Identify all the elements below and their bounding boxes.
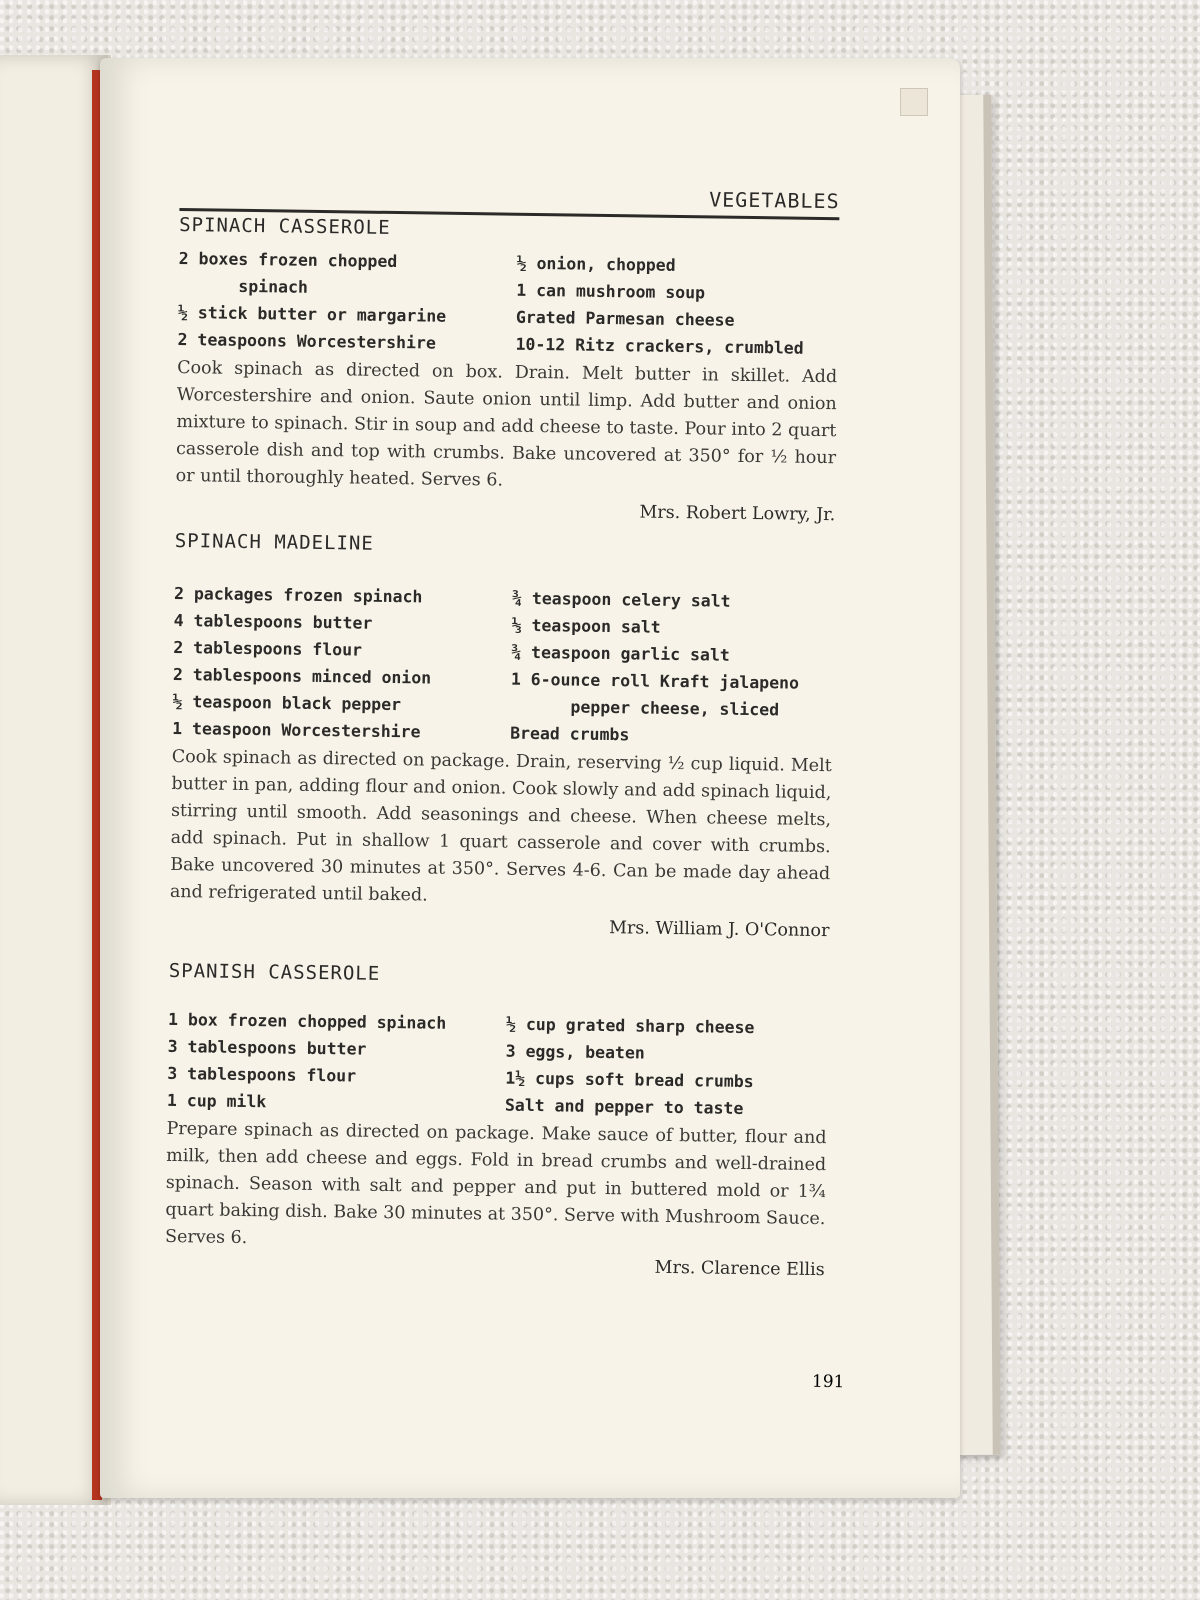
recipe-instructions: Cook spinach as directed on package. Drain, reserving ½ cup liquid. Melt butter in pan, adding flour and onion. Cook slowly and add spinach liquid, stirring until smooth. Add seasonings and cheese. When cheese melts, add spinach. Put in shallow 1 quart casserole and cover with crumbs. Bake uncovered 30 minutes at 350°. Serves 4-6. Can be made day ahead and refrigerated until baked.: [169, 746, 832, 906]
section-name: VEGETABLES: [709, 187, 840, 214]
ingredient: 10-12 Ritz crackers, crumbled: [515, 334, 804, 358]
ingredient-column-left: [177, 245, 516, 358]
ingredient: ¾ teaspoon celery salt: [511, 588, 731, 611]
ingredient: pepper cheese, sliced: [570, 697, 780, 720]
ingredient: 2 tablespoons minced onion: [172, 664, 432, 688]
recipe-author: Mrs. William J. O'Connor: [608, 918, 830, 942]
ingredient: spinach: [238, 276, 309, 297]
ingredient: ⅓ teaspoon salt: [511, 615, 661, 637]
ingredient: 2 tablespoons flour: [173, 637, 363, 660]
ingredient-list: [177, 245, 838, 362]
ingredient-column-left: [167, 1006, 506, 1119]
recipe-spanish-casserole: [165, 960, 829, 1280]
ingredient-column-right: [515, 250, 838, 362]
ingredient: ¾ teaspoon garlic salt: [511, 642, 730, 665]
ingredient: 1½ cups soft bread crumbs: [505, 1068, 754, 1092]
ingredient: 2 teaspoons Worcestershire: [177, 329, 436, 353]
recipe-author: Mrs. Clarence Ellis: [654, 1257, 825, 1281]
recipe-spinach-casserole: [175, 245, 839, 525]
ingredient: ½ stick butter or margarine: [177, 302, 447, 326]
ingredient-list: [167, 1006, 828, 1123]
page-corner-tab: [900, 88, 928, 116]
ingredient-column-right: [505, 1011, 828, 1123]
ingredient: 1 teaspoon Worcestershire: [172, 718, 421, 742]
ingredient: Salt and pepper to taste: [504, 1095, 744, 1118]
ingredient-column-left: [172, 580, 512, 747]
ingredient: ½ cup grated sharp cheese: [505, 1014, 755, 1038]
ingredient: Bread crumbs: [510, 723, 630, 745]
ingredient-column-right: [510, 585, 834, 751]
ingredient: 3 tablespoons butter: [167, 1036, 367, 1059]
recipe-title: SPANISH CASSEROLE: [168, 959, 381, 985]
ingredient: 2 boxes frozen chopped: [178, 248, 398, 272]
ingredient: ½ teaspoon black pepper: [172, 691, 402, 715]
recipe-instructions: Cook spinach as directed on box. Drain. Melt butter in skillet. Add Worcestershire and onion. Saute onion until limp. Add butter and onion mixture to spinach. Stir in soup and add cheese to taste. Pour into 2 quart casserole dish and top with crumbs. Bake uncovered at 350° for ½ hour or until thoroughly heated. Serves 6.: [175, 357, 838, 491]
cookbook-page: [100, 58, 960, 1498]
recipe-instructions: Prepare spinach as directed on package. Make sauce of butter, flour and milk, then add cheese and eggs. Fold in bread crumbs and well-drained spinach. Season with salt and pepper and put in buttered mold or 1¾ quart baking dish. Bake 30 minutes at 350°. Serve with Mushroom Sauce. Serves 6.: [164, 1118, 827, 1249]
ingredient: 1 can mushroom soup: [516, 280, 706, 303]
page-header: [179, 168, 840, 239]
ingredient: 3 tablespoons flour: [167, 1063, 357, 1086]
ingredient-list: [172, 580, 834, 751]
ingredient: 1 cup milk: [166, 1090, 267, 1112]
ingredient: 2 packages frozen spinach: [173, 583, 423, 607]
recipe-spinach-madeline: [169, 530, 835, 941]
ingredient: Grated Parmesan cheese: [515, 307, 735, 330]
recipe-title: SPINACH MADELINE: [174, 529, 374, 555]
ingredient: 3 eggs, beaten: [505, 1041, 645, 1063]
page-content: [165, 168, 840, 1280]
ingredient: ½ onion, chopped: [516, 253, 676, 275]
ingredient: 1 6-ounce roll Kraft jalapeno: [510, 669, 800, 693]
ingredient: 4 tablespoons butter: [173, 610, 373, 633]
page-number: 191: [811, 1371, 845, 1393]
recipe-title: SPINACH CASSEROLE: [179, 213, 391, 239]
recipe-author: Mrs. Robert Lowry, Jr.: [639, 502, 836, 526]
ingredient: 1 box frozen chopped spinach: [167, 1009, 447, 1033]
